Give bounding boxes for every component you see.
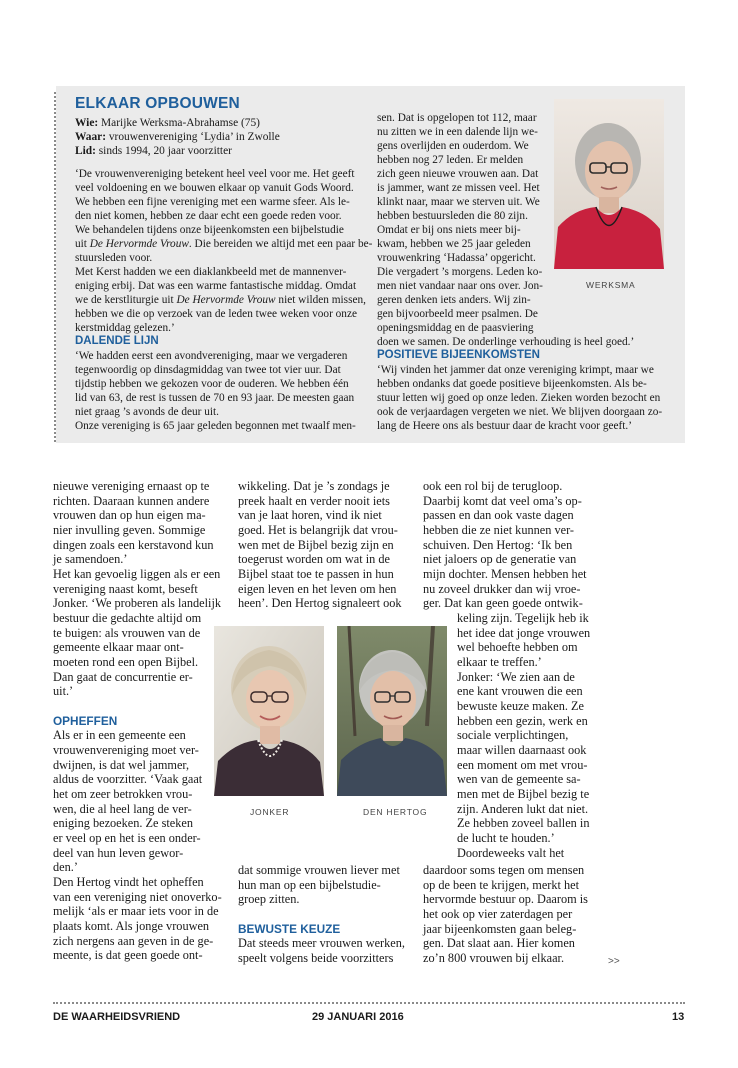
box-left-line: We behandelen tijdens onze bijeenkomsten een bijbelstudie <box>75 224 344 236</box>
box-left-line: kerstmiddag gelezen.’ <box>75 322 175 334</box>
col3-line: hebben die ze niet kunnen ver- <box>423 523 575 537</box>
box-left-line: stuursleden voor. <box>75 252 153 264</box>
col2-line: toegerust worden om wat in de <box>238 552 390 566</box>
meta-lid: Lid: sinds 1994, 20 jaar voorzitter <box>75 145 232 157</box>
box-right-line: openingsmiddag en de paasviering <box>377 322 534 334</box>
box-right-line: kwam, hebben we 25 jaar geleden <box>377 238 531 250</box>
subheading-dalende-lijn: DALENDE LIJN <box>75 335 159 347</box>
col2-line: Dat steeds meer vrouwen werken, <box>238 936 405 950</box>
heading-bewuste-keuze: BEWUSTE KEUZE <box>238 922 341 936</box>
box-left-line: eniging erbij. Dat was een warme fantastische middag. Omdat <box>75 280 357 292</box>
meta-waar: Waar: vrouwenvereniging ‘Lydia’ in Zwolle <box>75 131 280 143</box>
box-left-line: veel voldoening en we bouwen elkaar op vanuit Gods Woord. <box>75 182 354 194</box>
col2-line: preek haalt en verder nooit iets <box>238 494 390 508</box>
col3-line: daardoor soms tegen om mensen <box>423 863 585 877</box>
footer-dotted-rule <box>53 1002 685 1004</box>
col1-line: melijk ‘als er maar iets voor in de <box>53 904 219 918</box>
box-right-line: zich geen nieuwe vrouwen aan. Dat <box>377 168 539 180</box>
box-left-line: tegenwoordig op dinsdagmiddag van twee tot vier uur. Dat <box>75 364 341 376</box>
portrait-werksma <box>554 99 664 269</box>
col1-line: gemeente elkaar maar ont- <box>53 640 184 654</box>
col2-line: Bijbel staat toe te passen in hun <box>238 567 394 581</box>
col3-line: ene kant vrouwen die een <box>457 684 583 698</box>
box-right-line: Die vergadert ’s morgens. Leden ko- <box>377 266 543 278</box>
col3-line: Jonker: ‘We zien aan de <box>457 670 575 684</box>
box-right-line: vrouwenkring ‘Hadassa’ opgericht. <box>377 252 536 264</box>
col1-line: meente, is dat geen goede ont- <box>53 948 203 962</box>
box-left-line: hebben we die op verzoek van de leden twee weken voor onze <box>75 308 357 320</box>
col2-line: goed. Het is belangrijk dat vrou- <box>238 523 398 537</box>
portrait-jonker <box>214 626 324 796</box>
box-left-line: lid van 63, de rest is tussen de 70 en 93 jaar. De meesten gaan <box>75 392 355 404</box>
col2-line: heen’. Den Hertog signaleert ook <box>238 596 402 610</box>
col2-line: eigen leven en het leven om hen <box>238 582 397 596</box>
col2-line: hun man op een bijbelstudie- <box>238 878 381 892</box>
col3-line: het idee dat jonge vrouwen <box>457 626 591 640</box>
col2-line: dat sommige vrouwen liever met <box>238 863 400 877</box>
box-left-line: we de kerstliturgie uit De Hervormde Vrouw niet wilden missen, <box>75 294 366 306</box>
col1-line: Dan gaat de concurrentie er- <box>53 670 193 684</box>
col2-line: wen met de Bijbel bezig zijn en <box>238 538 394 552</box>
col3-line: schuiven. Den Hertog: ‘Ik ben <box>423 538 573 552</box>
box-right-line: klinkt naar, maar we sterven uit. We <box>377 196 540 208</box>
den-hertog-photo <box>337 626 447 796</box>
box-right-line: Omdat er bij ons niets meer bij- <box>377 224 521 236</box>
box-left-line: Met Kerst hadden we een diaklankbeeld met de mannenver- <box>75 266 347 278</box>
box-left-line: Onze vereniging is 65 jaar geleden begonnen met twaalf men- <box>75 420 356 432</box>
col2-line: wikkeling. Dat je ’s zondags je <box>238 479 390 493</box>
col3-line: wen van de gemeente sa- <box>457 772 581 786</box>
box-left-line: We hebben een fijne vereniging met een warme sfeer. Als le- <box>75 196 350 208</box>
col3-line: zo’n 800 vrouwen bij elkaar. <box>423 951 565 965</box>
box-right-line: gen bijvoorbeeld meer psalmen. De <box>377 308 538 320</box>
box-right-line: doen we samen. De onderlinge verhouding is heel goed.’ <box>377 336 635 348</box>
col1-line: deel van hun leven gewor- <box>53 846 184 860</box>
werksma-photo <box>554 99 664 269</box>
col1-line: er veel op en het is een onder- <box>53 831 201 845</box>
caption-jonker: JONKER <box>250 807 290 817</box>
col3-line: men met de Bijbel bezig te <box>457 787 590 801</box>
col1-line: je samendoen.’ <box>53 552 128 566</box>
col1-line: dingen zoals een kerstavond kun <box>53 538 214 552</box>
col3-line: niet jaloers op de generatie van <box>423 552 577 566</box>
col2-line: van je laat horen, vind ik niet <box>238 508 382 522</box>
col1-line: dwijnen, is dat wel jammer, <box>53 758 190 772</box>
col1-line: vereniging naast komt, beseft <box>53 582 198 596</box>
col1-line: het om zeer betrokken vrou- <box>53 787 193 801</box>
jonker-photo <box>214 626 324 796</box>
col3-line: mijn dochter. Mensen hebben het <box>423 567 587 581</box>
col1-line: te buigen: als vrouwen van de <box>53 626 201 640</box>
col3-line: gen. Dat slaat aan. Hier komen <box>423 936 575 950</box>
col3-line: hebben een gezin, werk en <box>457 714 588 728</box>
col3-line: Ze hebben zoveel ballen in <box>457 816 590 830</box>
col1-line: uit.’ <box>53 684 74 698</box>
box-right-line: ‘Wij vinden het jammer dat onze vereniging krimpt, maar we <box>377 364 654 376</box>
col1-line: Jonker. ‘We proberen als landelijk <box>53 596 222 610</box>
box-right-line: hebben bestuursleden die 80 zijn. <box>377 210 528 222</box>
col1-line: wen, die al heel lang de ver- <box>53 802 192 816</box>
box-left-line: ‘De vrouwenvereniging betekent heel veel voor me. Het geeft <box>75 168 355 180</box>
col1-line: nieuwe vereniging ernaast op te <box>53 479 210 493</box>
col3-line: ger. Dat kan geen goede ontwik- <box>423 596 583 610</box>
box-right-line: hebben ondanks dat goede positieve bijeenkomsten. Als be- <box>377 378 647 390</box>
col3-line: hervormde bestuur op. Daarom is <box>423 892 588 906</box>
col1-line: vrouwenvereniging moet ver- <box>53 743 199 757</box>
box-right-line: sen. Dat is opgelopen tot 112, maar <box>377 112 537 124</box>
col3-line: Doordeweeks valt het <box>457 846 565 860</box>
box-right-line: lang de Heere ons als bestuur daar de kracht voor geeft.’ <box>377 420 633 432</box>
col3-line: Daarbij komt dat veel oma’s op- <box>423 494 582 508</box>
box-left-line: den niet komen, hebben ze daar echt een goede reden voor. <box>75 210 342 222</box>
col3-line: sociale verplichtingen, <box>457 728 569 742</box>
box-right-line: hebben nog 27 leden. Er melden <box>377 154 524 166</box>
portrait-den-hertog <box>337 626 447 796</box>
box-dotted-rule <box>54 92 56 442</box>
col1-line: den.’ <box>53 860 78 874</box>
col1-line: Als er in een gemeente een <box>53 728 186 742</box>
col1-line: moeten rond een open Bijbel. <box>53 655 199 669</box>
col1-line: bestuur die gedachte altijd om <box>53 611 202 625</box>
col1-line: eniging bezoeken. Ze steken <box>53 816 193 830</box>
box-right-line: gens overlijden en ouderdom. We <box>377 140 529 152</box>
col3-line: wel behoefte hebben om <box>457 640 578 654</box>
col3-line: op de been te krijgen, merkt het <box>423 878 580 892</box>
col3-line: keling zijn. Tegelijk heb ik <box>457 611 589 625</box>
footer-publication: DE WAARHEIDSVRIEND <box>53 1011 181 1023</box>
box-left-line: ‘We hadden eerst een avondvereniging, maar we vergaderen <box>75 350 348 362</box>
col3-line: het ook op vier zaterdagen per <box>423 907 573 921</box>
caption-werksma: WERKSMA <box>586 280 636 290</box>
col3-line: een moment om met vrou- <box>457 758 588 772</box>
col1-line: nier invulling geven. Sommige <box>53 523 206 537</box>
col1-line: Den Hertog vindt het opheffen <box>53 875 204 889</box>
col2-line: groep zitten. <box>238 892 300 906</box>
col1-line: vrouwen dan op hun eigen ma- <box>53 508 206 522</box>
col3-line: elkaar te treffen.’ <box>457 655 542 669</box>
col3-line: zijn. Anderen lukt dat niet. <box>457 802 589 816</box>
footer-page-number: 13 <box>672 1011 685 1023</box>
col3-line: jaar bijeenkomsten gaan beleg- <box>423 922 577 936</box>
col2-line: speelt volgens beide voorzitters <box>238 951 394 965</box>
caption-den-hertog: DEN HERTOG <box>363 807 428 817</box>
col1-line: Het kan gevoelig liggen als er een <box>53 567 221 581</box>
col3-line: ook een rol bij de terugloop. <box>423 479 563 493</box>
col1-line: van een vereniging niet onoverko- <box>53 890 222 904</box>
box-title: ELKAAR OPBOUWEN <box>75 95 240 112</box>
col3-line: passen en dan ook vaste dagen <box>423 508 574 522</box>
col3-line: nu zoveel drukker dan wij vroe- <box>423 582 581 596</box>
subheading-positieve-bijeenkomsten: POSITIEVE BIJEENKOMSTEN <box>377 349 540 361</box>
col1-line: richten. Daaraan kunnen andere <box>53 494 210 508</box>
box-right-line: is jammer, want ze missen veel. Het <box>377 182 540 194</box>
box-right-line: stuur letten wij goed op onze leden. Zieken worden bezocht en <box>377 392 661 404</box>
box-left-line: niet graag ’s avonds de deur uit. <box>75 406 219 418</box>
col3-line: de lucht te houden.’ <box>457 831 555 845</box>
col1-line: zich nergens aan geven in de ge- <box>53 934 214 948</box>
col3-line: maar willen daarnaast ook <box>457 743 587 757</box>
box-right-line: men niet vandaar naar ons over. Jon- <box>377 280 543 292</box>
box-left-line: uit De Hervormde Vrouw. Die bereiden we altijd met een paar be- <box>75 238 373 250</box>
col1-line: aldus de voorzitter. ‘Vaak gaat <box>53 772 203 786</box>
meta-wie: Wie: Marijke Werksma-Abrahamse (75) <box>75 117 260 129</box>
box-left-line: tijdstip hebben we gekozen voor de ouderen. We hebben één <box>75 378 349 390</box>
box-right-line: geren denken iets anders. Wij zin- <box>377 294 531 306</box>
col3-line: bewuste keuze maken. Ze <box>457 699 585 713</box>
box-right-line: nu zitten we in een dalende lijn we- <box>377 126 538 138</box>
heading-opheffen: OPHEFFEN <box>53 714 118 728</box>
box-right-line: ook de verjaardagen vergeten we niet. We blijven doorgaan zo- <box>377 406 663 418</box>
continue-arrows: >> <box>608 956 620 967</box>
footer-date: 29 JANUARI 2016 <box>312 1011 404 1023</box>
col1-line: plaats komt. Als jonge vrouwen <box>53 919 210 933</box>
